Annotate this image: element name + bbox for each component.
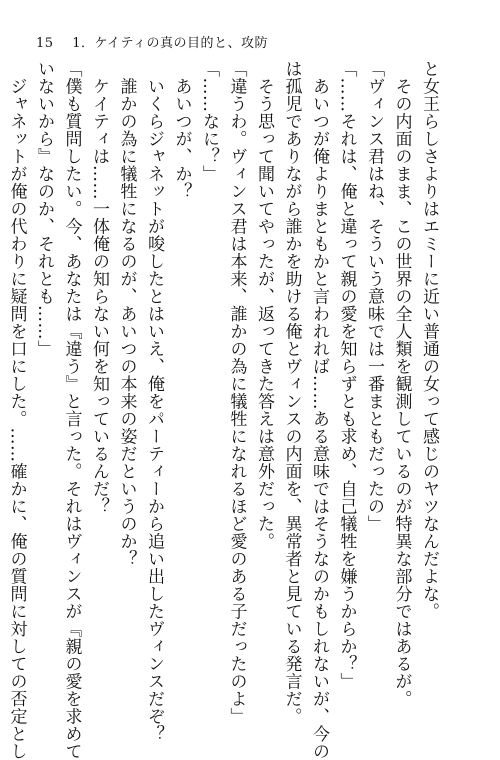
text-line: は孤児でありながら誰かを助ける俺とヴィンスの内面を、異常者と見ている発言だ。	[281, 60, 302, 725]
text-line: その内面のまま、この世界の全人類を観測しているのが特異な部分ではあるが。	[391, 60, 412, 708]
text-line: ケイティは……一体俺の知らない何を知っているんだ？	[89, 60, 109, 515]
running-header	[36, 32, 268, 51]
text-line: 「違うわ。ヴィンス君は本来、誰かの為に犠牲になれるほど愛のある子だったのよ」	[226, 60, 247, 725]
text-line: 「ヴィンス君はね、そういう意味では一番まともだったの」	[364, 60, 384, 533]
chapter-title: 1．ケイティの真の目的と、攻防	[72, 36, 269, 51]
vertical-body-text	[6, 60, 442, 760]
text-line: 「……なに？」	[199, 60, 219, 183]
text-line: そう思って聞いてやったが、返ってきた答えは意外だった。	[254, 60, 274, 550]
text-line: 「……それは、俺と違って親の愛を知らずとも求め、自己犠牲を嫌うからか？」	[336, 60, 357, 690]
page-number: 15	[36, 36, 54, 51]
text-line: いくらジャネットが唆したとはいえ、俺をパーティーから追い出したヴィンスだぞ？	[144, 60, 164, 743]
text-line: あいつが俺よりまともかと言われれば……ある意味ではそうなのかもしれないが、今の	[309, 60, 329, 760]
text-line: いないから』なのか、それとも……」	[34, 60, 54, 358]
text-line: 「僕も質問したい。今、あなたは『違う』と言った。それはヴィンスが『親の愛を求めて	[61, 60, 82, 760]
text-line: と女王らしさよりはエミーに近い普通の女って感じのヤツなんだよな。	[419, 60, 439, 620]
text-line: ジャネットが俺の代わりに疑問を口にした。……確かに、俺の質問に対しての否定とし	[6, 60, 27, 760]
text-line: 誰かの為に犠牲になるのが、あいつの本来の姿だというのか？	[116, 60, 137, 568]
text-line: あいつが、か？	[171, 60, 192, 200]
